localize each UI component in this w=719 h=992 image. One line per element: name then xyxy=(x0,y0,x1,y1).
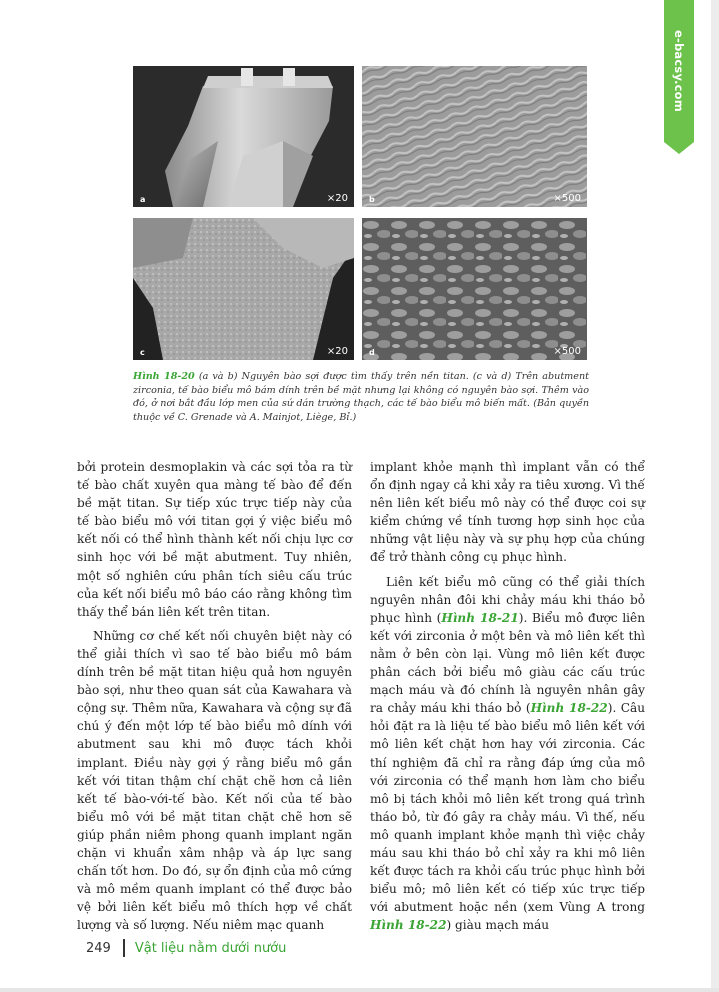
panel-a-label: a xyxy=(140,195,146,204)
figure-panel-b xyxy=(362,66,587,207)
paragraph xyxy=(370,573,645,935)
page-footer xyxy=(86,938,286,958)
abutment-photo-c xyxy=(133,218,354,360)
side-tab-label: e-bacsy.com xyxy=(672,30,686,112)
figure-caption-label: Hình 18-20 xyxy=(133,371,195,382)
page-edge-bottom xyxy=(0,988,719,992)
panel-b-magnification: ×500 xyxy=(553,193,581,204)
side-tab-tip xyxy=(664,142,694,154)
panel-d-magnification: ×500 xyxy=(553,346,581,357)
figure-panel-a xyxy=(133,66,354,207)
footer-divider xyxy=(123,939,125,957)
text-column-left xyxy=(77,458,352,934)
figure-reference-link[interactable]: Hình 18-22 xyxy=(530,701,608,716)
figure-reference-link[interactable]: Hình 18-21 xyxy=(441,610,519,625)
page-edge xyxy=(711,0,719,992)
figure-panel-c xyxy=(133,218,354,360)
paragraph-text: ). Biểu mô được liên kết với zirconia ở một bên và mô liên kết thì nằm ở bên còn lại. Vùng mô liên kết được phân cách bởi biểu mô giàu các cấu trúc mạch máu và đó chính là nguyên nhân gây ra chảy máu khi tháo bỏ ( xyxy=(370,610,645,716)
paragraph: Những cơ chế kết nối chuyên biệt này có thể giải thích vì sao tế bào biểu mô bám dính trên bề mặt titan hiệu quả hơn nguyên bào sợi, như theo quan sát của Kawahara và cộng sự. Thêm nữa, Kawahara và cộng sự đã chú ý đến một lớp tế bào biểu mô dính với abutment sau khi mô được tách khỏi implant. Điều này gợi ý rằng biểu mô gắn kết với titan thậm chí chặt chẽ hơn cả liên kết tế bào-với-tế bào. Kết nối của tế bào biểu mô với bề mặt titan chặt chẽ hơn sẽ giúp phần niêm phong quanh implant ngăn chặn vi khuẩn xâm nhập và áp lực sang chấn tốt hơn. Do đó, sự ổn định của mô cứng và mô mềm quanh implant có thể được bảo vệ bởi liên kết biểu mô thích hợp về chất lượng và số lượng. Nếu niêm mạc quanh xyxy=(77,628,352,933)
figure-panel-d xyxy=(362,218,587,360)
panel-a-magnification: ×20 xyxy=(326,193,348,204)
panel-b-label: b xyxy=(369,195,375,204)
side-tab-label-wrap xyxy=(664,0,694,142)
text-column-right xyxy=(370,458,645,934)
paragraph: bởi protein desmoplakin và các sợi tỏa ra từ tế bào chất xuyên qua màng tế bào để đến bề mặt titan. Sự tiếp xúc trực tiếp này của tế bào biểu mô với titan gợi ý việc biểu mô kết nối có thể hình thành kết nối chịu lực cơ sinh học với bề mặt abutment. Tuy nhiên, một số nghiên cứu phân tích siêu cấu trúc của kết nối biểu mô báo cáo rằng không tìm thấy thể bán liên kết trên titan. xyxy=(77,460,352,619)
paragraph-text: ) giàu mạch máu xyxy=(446,918,550,933)
abutment-photo-a xyxy=(133,66,354,207)
panel-d-label: d xyxy=(369,348,375,357)
figure-caption xyxy=(133,370,589,424)
figure-caption-text: (a và b) Nguyên bào sợi được tìm thấy trên nền titan. (c và d) Trên abutment zirconia, tế bào biểu mô bám dính trên bề mặt nhưng lại không có nguyên bào sợi. Thêm vào đó, ở nơi bắt đầu lớp men của sứ dán trường thạch, các tế bào biểu mô biến mất. (Bản quyền thuộc về C. Grenade và A. Mainjot, Liège, Bỉ.) xyxy=(133,371,589,423)
chapter-title: Vật liệu nằm dưới nướu xyxy=(134,940,287,956)
paragraph-text: ). Câu hỏi đặt ra là liệu tế bào biểu mô liên kết với mô liên kết chặt hơn hay với zirconia. Các thí nghiệm đã chỉ ra rằng đáp ứng của mô với zirconia có thể mạnh hơn làm cho biểu mô bị tách khỏi mô liên kết trong quá trình tháo bỏ, từ đó gây ra chảy máu. Vì thế, nếu mô quanh implant khỏe mạnh thì việc chảy máu sau khi tháo bỏ chỉ xảy ra khi mô liên kết được tách ra khỏi cấu trúc phục hình bởi biểu mô; mô liên kết có tiếp xúc trực tiếp với abutment hoặc nền (xem Vùng A trong xyxy=(370,701,645,915)
panel-c-magnification: ×20 xyxy=(326,346,348,357)
paragraph: implant khỏe mạnh thì implant vẫn có thể ổn định ngay cả khi xảy ra tiêu xương. Vì thế nên liên kết biểu mô này có thể được coi sự kiểm chứng về tính tương hợp sinh học của những vật liệu này và sự phụ hợp của chúng để trở thành công cụ phục hình. xyxy=(370,460,645,565)
sem-fibroblast-photo-b xyxy=(362,66,587,207)
panel-c-label: c xyxy=(140,348,145,357)
figure-reference-link[interactable]: Hình 18-22 xyxy=(370,918,447,933)
page-number: 249 xyxy=(86,940,111,956)
paragraph-text: Liên kết biểu mô cũng có thể giải thích nguyên nhân đôi khi chảy máu khi tháo bỏ phục hình ( xyxy=(370,574,645,625)
sem-epithelial-photo-d xyxy=(362,218,587,360)
